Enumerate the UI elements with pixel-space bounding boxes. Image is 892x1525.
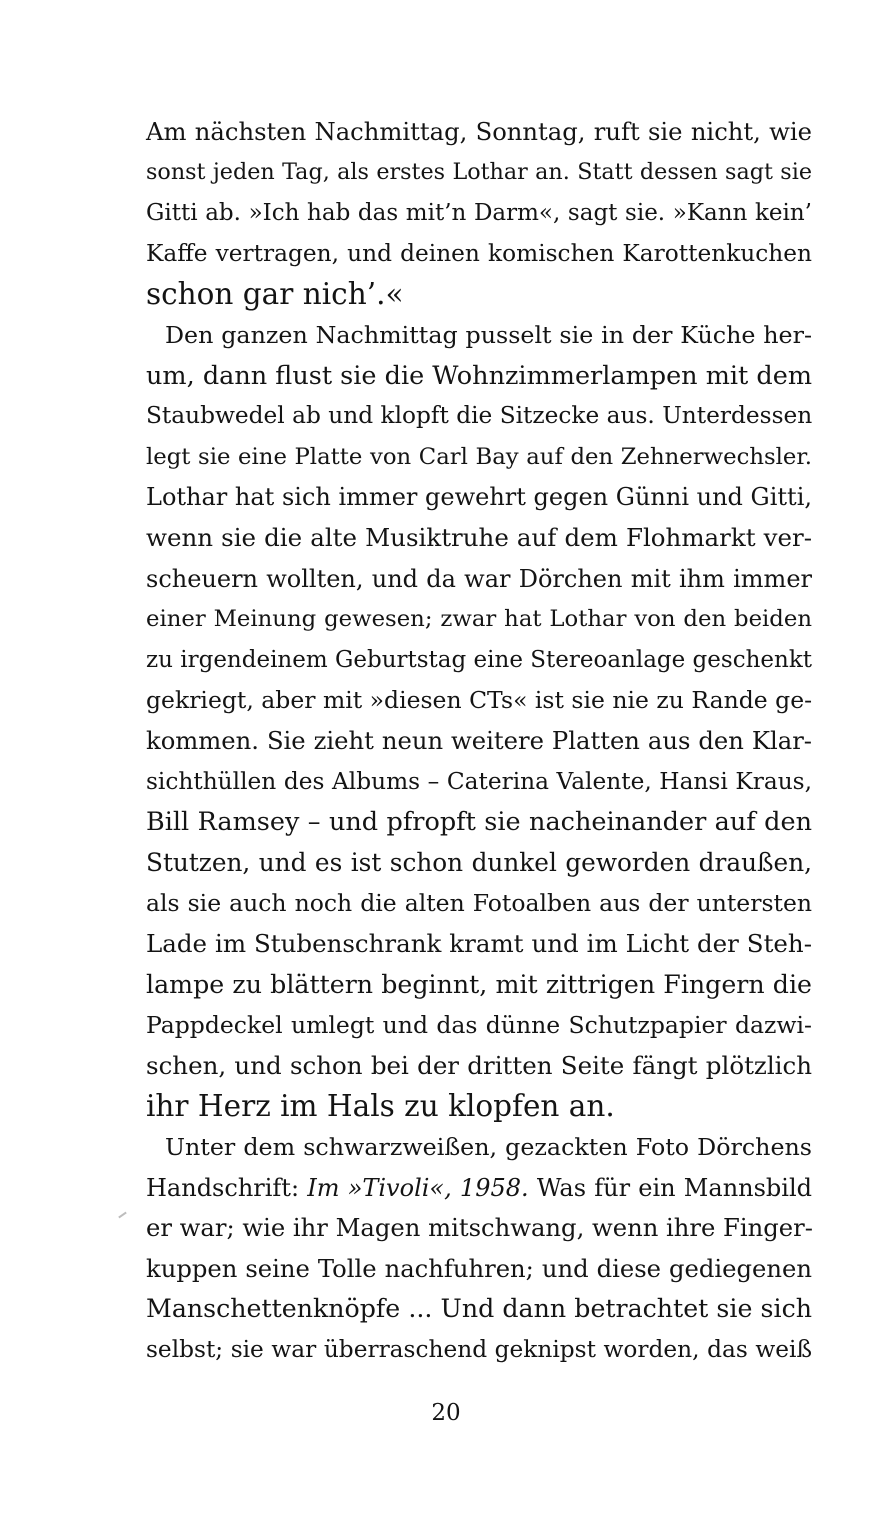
text-line: Am nächsten Nachmittag, Sonntag, ruft sie nicht, wie: [146, 117, 812, 146]
text-line: um, dann flust sie die Wohnzimmerlampen mit dem: [146, 361, 812, 391]
text-line: Unter dem schwarzweißen, gezackten Foto Dörchens: [165, 1133, 812, 1161]
text-line: gekriegt, aber mit »diesen CTs« ist sie nie zu Rande ge-: [146, 686, 813, 714]
text-line: Lothar hat sich immer gewehrt gegen Günni und Gitti,: [146, 483, 812, 511]
text-line: schen, und schon bei der dritten Seite fängt plötzlich: [146, 1051, 812, 1080]
text-line: Kaffe vertragen, und deinen komischen Karottenkuchen: [146, 240, 812, 267]
text-line: Lade im Stubenschrank kramt und im Licht der Steh-: [146, 929, 812, 958]
text-line: Staubwedel ab und klopft die Sitzecke aus. Unterdessen: [146, 402, 813, 429]
text-segment: Handschrift:: [146, 1174, 308, 1202]
text-line: ihr Herz im Hals zu klopfen an.: [146, 1089, 615, 1123]
text-line: sonst jeden Tag, als erstes Lothar an. Statt dessen sagt sie: [146, 159, 812, 185]
text-line: kommen. Sie zieht neun weitere Platten aus den Klar-: [146, 726, 812, 755]
text-line: kuppen seine Tolle nachfuhren; und diese gediegenen: [146, 1254, 812, 1283]
text-line: er war; wie ihr Magen mitschwang, wenn ihre Finger-: [146, 1213, 813, 1242]
text-line: Den ganzen Nachmittag pusselt sie in der Küche her-: [165, 321, 812, 349]
text-segment: Was für ein Mannsbild: [528, 1174, 812, 1202]
text-line: Manschettenknöpfe ... Und dann betrachtet sie sich: [146, 1294, 812, 1323]
text-line: einer Meinung gewesen; zwar hat Lothar von den beiden: [146, 606, 812, 632]
text-line: zu irgendeinem Geburtstag eine Stereoanlage geschenkt: [146, 647, 812, 673]
text-line-with-italic: [146, 1168, 812, 1208]
scan-speck: [118, 1212, 127, 1219]
text-line: schon gar nich’.«: [146, 277, 404, 311]
page-number: 20: [431, 1400, 461, 1426]
text-line: Pappdeckel umlegt und das dünne Schutzpapier dazwi-: [146, 1011, 812, 1039]
text-line: wenn sie die alte Musiktruhe auf dem Flohmarkt ver-: [146, 523, 812, 552]
text-line: Gitti ab. »Ich hab das mit’n Darm«, sagt sie. »Kann kein’: [146, 200, 812, 226]
text-line: Bill Ramsey – und pfropft sie nacheinander auf den: [146, 807, 812, 837]
text-line: Stutzen, und es ist schon dunkel geworden draußen,: [146, 848, 812, 877]
text-line: als sie auch noch die alten Fotoalben aus der untersten: [146, 889, 812, 917]
text-line: sichthüllen des Albums – Caterina Valente, Hansi Kraus,: [146, 768, 812, 795]
text-line: selbst; sie war überraschend geknipst worden, das weiß: [146, 1336, 812, 1363]
text-line: legt sie eine Platte von Carl Bay auf den Zehnerwechsler.: [146, 444, 812, 470]
text-line: scheuern wollten, und da war Dörchen mit ihm immer: [146, 565, 812, 593]
text-line: lampe zu blättern beginnt, mit zittrigen Fingern die: [146, 970, 812, 999]
photo-caption-italic: Im »Tivoli«, 1958.: [307, 1174, 529, 1202]
